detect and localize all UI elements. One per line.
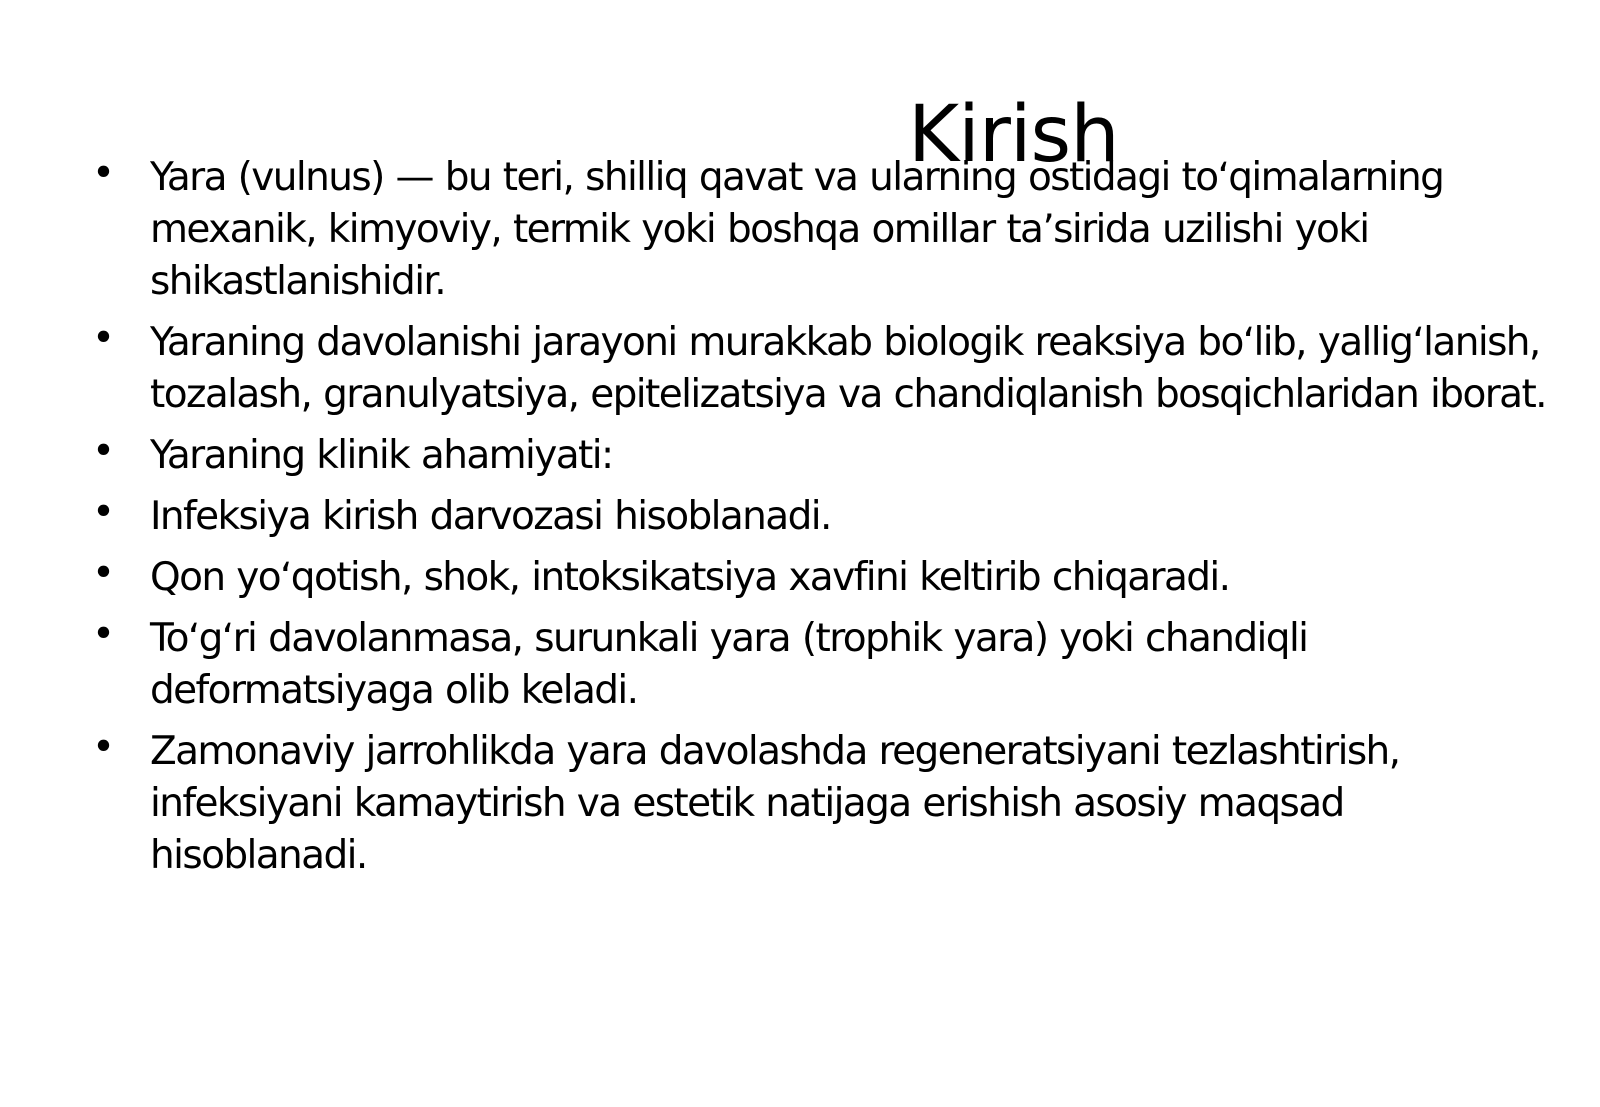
bullet-text: Qon yo‘qotish, shok, intoksikatsiya xavfini keltirib chiqaradi.: [150, 555, 1230, 600]
bullet-text: Yara (vulnus) — bu teri, shilliq qavat va ularning ostidagi to‘qimalarning mexanik, kimyoviy, termik yoki boshqa omillar ta’sirida uzilishi yoki shikastlanishidir.: [150, 155, 1444, 304]
bullet-item: [90, 152, 1560, 308]
bullet-item: [90, 613, 1560, 717]
bullet-list: [90, 152, 1560, 891]
bullet-icon: •: [92, 551, 114, 596]
bullet-item: [90, 552, 1560, 604]
bullet-icon: •: [92, 490, 114, 535]
bullet-item: [90, 726, 1560, 882]
bullet-text: Zamonaviy jarrohlikda yara davolashda regeneratsiyani tezlashtirish, infeksiyani kamaytirish va estetik natijaga erishish asosiy maqsad hisoblanadi.: [150, 729, 1400, 878]
bullet-icon: •: [92, 612, 114, 657]
bullet-icon: •: [92, 725, 114, 770]
bullet-text: Yaraning klinik ahamiyati:: [150, 433, 613, 478]
bullet-item: [90, 430, 1560, 482]
slide-title: Kirish: [908, 90, 1119, 180]
bullet-icon: •: [92, 429, 114, 474]
bullet-item: [90, 317, 1560, 421]
bullet-text: To‘g‘ri davolanmasa, surunkali yara (trophik yara) yoki chandiqli deformatsiyaga olib keladi.: [150, 616, 1308, 713]
bullet-item: [90, 491, 1560, 543]
bullet-text: Yaraning davolanishi jarayoni murakkab biologik reaksiya bo‘lib, yallig‘lanish, tozalash, granulyatsiya, epitelizatsiya va chandiqlanish bosqichlaridan iborat.: [150, 320, 1546, 417]
bullet-text: Infeksiya kirish darvozasi hisoblanadi.: [150, 494, 831, 539]
bullet-icon: •: [92, 316, 114, 361]
bullet-icon: •: [92, 151, 114, 196]
